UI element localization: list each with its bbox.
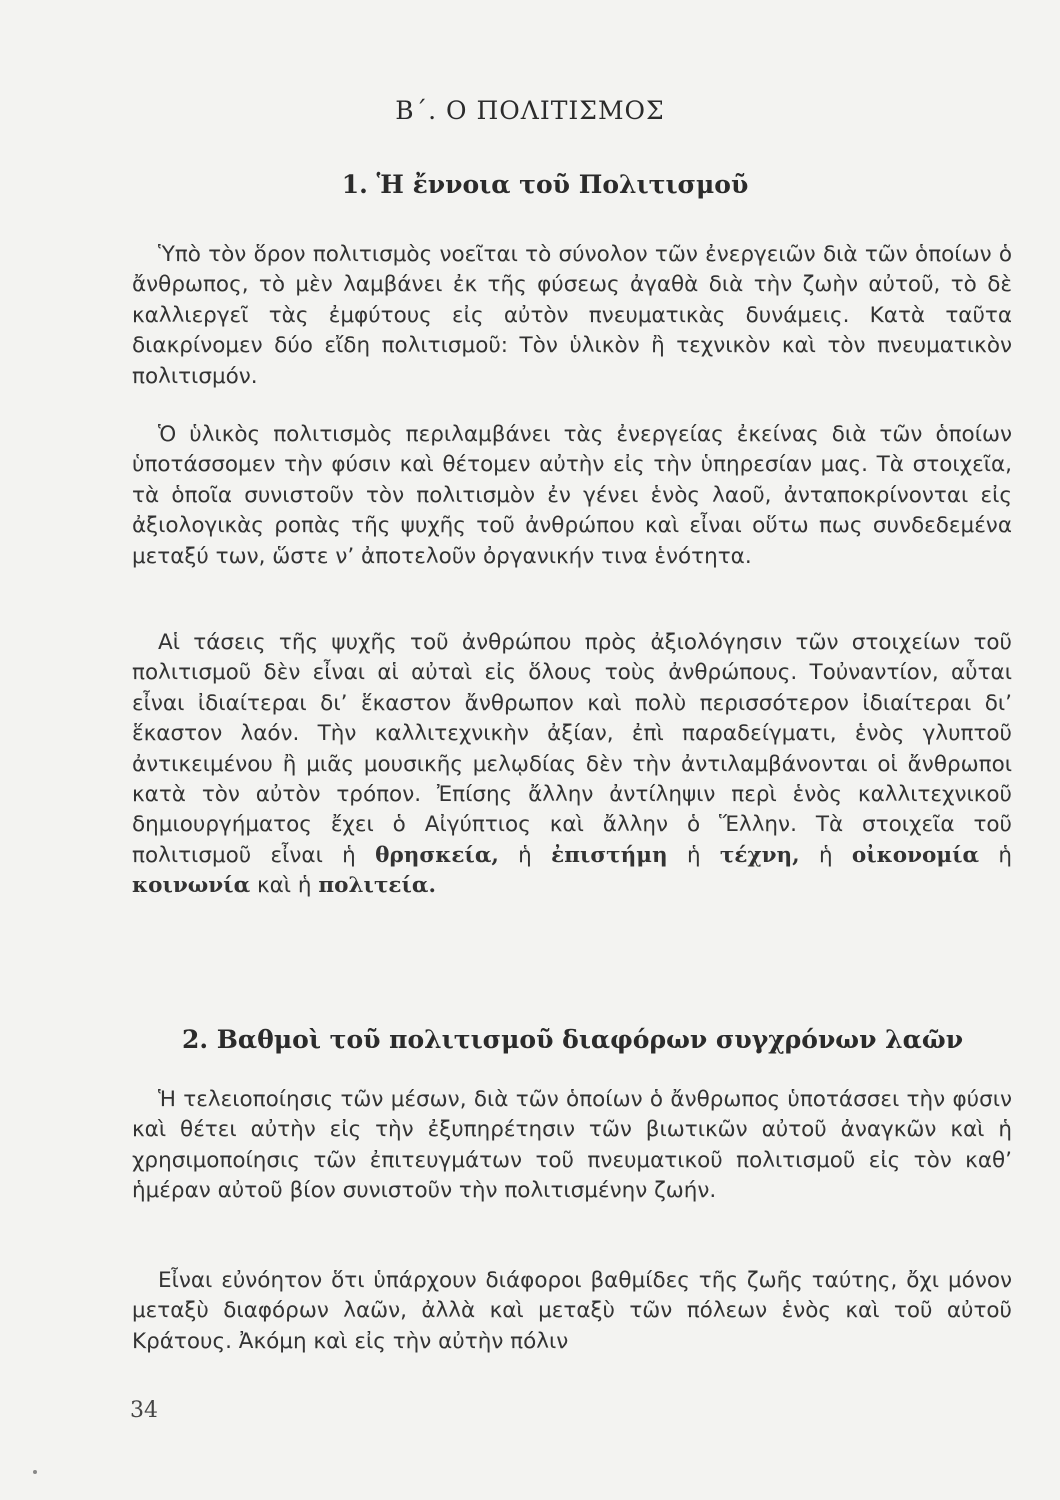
article-i-4: ἡ [998, 842, 1013, 868]
term-art: τέχνη, [719, 842, 800, 868]
section-2-title [0, 1025, 1060, 1054]
term-economy: οἰκονομία [851, 842, 980, 868]
paragraph-4 [132, 1085, 1012, 1207]
paragraph-1-text: Ὑπὸ τὸν ὅρον πολιτισμὸς νοεῖται τὸ σύνολον τῶν ἐνεργειῶν διὰ τῶν ὁποίων ὁ ἄνθρωπος, τὸ μὲν λαμβάνει ἐκ τῆς φύσεως ἀγαθὰ διὰ τὴν ζωὴν αὐτοῦ, τὸ δὲ καλλιεργεῖ τὰς ἐμφύτους εἰς αὐτὸν πνευματικὰς δυνάμεις. Κατὰ ταῦτα διακρίνομεν δύο εἴδη πολιτισμοῦ: Τὸν ὑλικὸν ἢ τεχνικὸν καὶ τὸν πνευματικὸν πολιτισμόν. [132, 242, 1012, 389]
chapter-title: Β΄. Ο ΠΟΛΙΤΙΣΜΟΣ [395, 96, 665, 125]
paragraph-2-text: Ὁ ὑλικὸς πολιτισμὸς περιλαμβάνει τὰς ἐνεργείας ἐκείνας διὰ τῶν ὁποίων ὑποτάσσομεν τὴν φύσιν καὶ θέτομεν αὐτὴν εἰς τὴν ὑπηρεσίαν μας. Τὰ στοιχεῖα, τὰ ὁποῖα συνιστοῦν τὸν πολιτισμὸν ἐν γένει ἑνὸς λαοῦ, ἀνταποκρίνονται εἰς ἀξιολογικὰς ροπὰς τῆς ψυχῆς τοῦ ἀνθρώπου καὶ εἶναι οὕτω πως συνδεδεμένα μεταξύ των, ὥστε ν’ ἀποτελοῦν ὀργανικήν τινα ἑνότητα. [132, 422, 1012, 569]
term-society: κοινωνία [132, 873, 251, 899]
article-kai-i: καὶ ἡ [256, 873, 312, 899]
paper-speck [33, 1470, 37, 1474]
term-science: ἐπιστήμη [551, 842, 668, 868]
section-2-title-text: 2. Βαθμοὶ τοῦ πολιτισμοῦ διαφόρων συγχρόνων λαῶν [182, 1025, 964, 1054]
term-religion: θρησκεία, [375, 842, 499, 868]
paragraph-2 [132, 420, 1012, 572]
paragraph-3 [132, 628, 1012, 902]
term-polity: πολιτεία. [318, 873, 436, 899]
paragraph-3-body: Αἱ τάσεις τῆς ψυχῆς τοῦ ἀνθρώπου πρὸς ἀξιολόγησιν τῶν στοιχείων τοῦ πολιτισμοῦ δὲν εἶναι αἱ αὐταὶ εἰς ὅλους τοὺς ἀνθρώπους. Τοὐναντίον, αὗται εἶναι ἰδιαίτεραι δι’ ἕκαστον ἄνθρωπον καὶ πολὺ περισσότερον ἰδιαίτεραι δι’ ἕκαστον λαόν. Τὴν καλλιτεχνικὴν ἀξίαν, ἐπὶ παραδείγματι, ἑνὸς γλυπτοῦ ἀντικειμένου ἢ μιᾶς μουσικῆς μελῳδίας δὲν τὴν ἀντιλαμβάνονται οἱ ἄνθρωποι κατὰ τὸν αὐτὸν τρόπον. Ἐπίσης ἄλλην ἀντίληψιν περὶ ἑνὸς καλλιτεχνικοῦ δημιουργήματος ἔχει ὁ Αἰγύπτιος καὶ ἄλλην ὁ Ἕλλην. Τὰ στοιχεῖα τοῦ πολιτισμοῦ εἶναι ἡ [132, 630, 1012, 868]
paragraph-3-text [132, 628, 1012, 902]
paragraph-5 [132, 1266, 1012, 1357]
paragraph-4-text: Ἡ τελειοποίησις τῶν μέσων, διὰ τῶν ὁποίων ὁ ἄνθρωπος ὑποτάσσει τὴν φύσιν καὶ θέτει αὐτὴν εἰς τὴν ἐξυπηρέτησιν τῶν βιωτικῶν αὐτοῦ ἀναγκῶν καὶ ἡ χρησιμοποίησις τῶν ἐπιτευγμάτων τοῦ πνευματικοῦ πολιτισμοῦ εἰς τὸν καθ’ ἡμέραν αὐτοῦ βίον συνιστοῦν τὴν πολιτισμένην ζωήν. [132, 1087, 1012, 1204]
article-i-1: ἡ [518, 842, 532, 868]
page-number: 34 [130, 1398, 158, 1423]
paragraph-1 [132, 240, 1012, 392]
paragraph-5-text: Εἶναι εὐνόητον ὅτι ὑπάρχουν διάφοροι βαθμίδες τῆς ζωῆς ταύτης, ὄχι μόνον μεταξὺ διαφόρων λαῶν, ἀλλὰ καὶ μεταξὺ τῶν πόλεων ἑνὸς καὶ τοῦ αὐτοῦ Κράτους. Ἀκόμη καὶ εἰς τὴν αὐτὴν πόλιν [132, 1268, 1012, 1354]
section-1-title: 1. Ἡ ἔννοια τοῦ Πολιτισμοῦ [341, 170, 749, 199]
article-i-2: ἡ [686, 842, 701, 868]
article-i-3: ἡ [818, 842, 833, 868]
